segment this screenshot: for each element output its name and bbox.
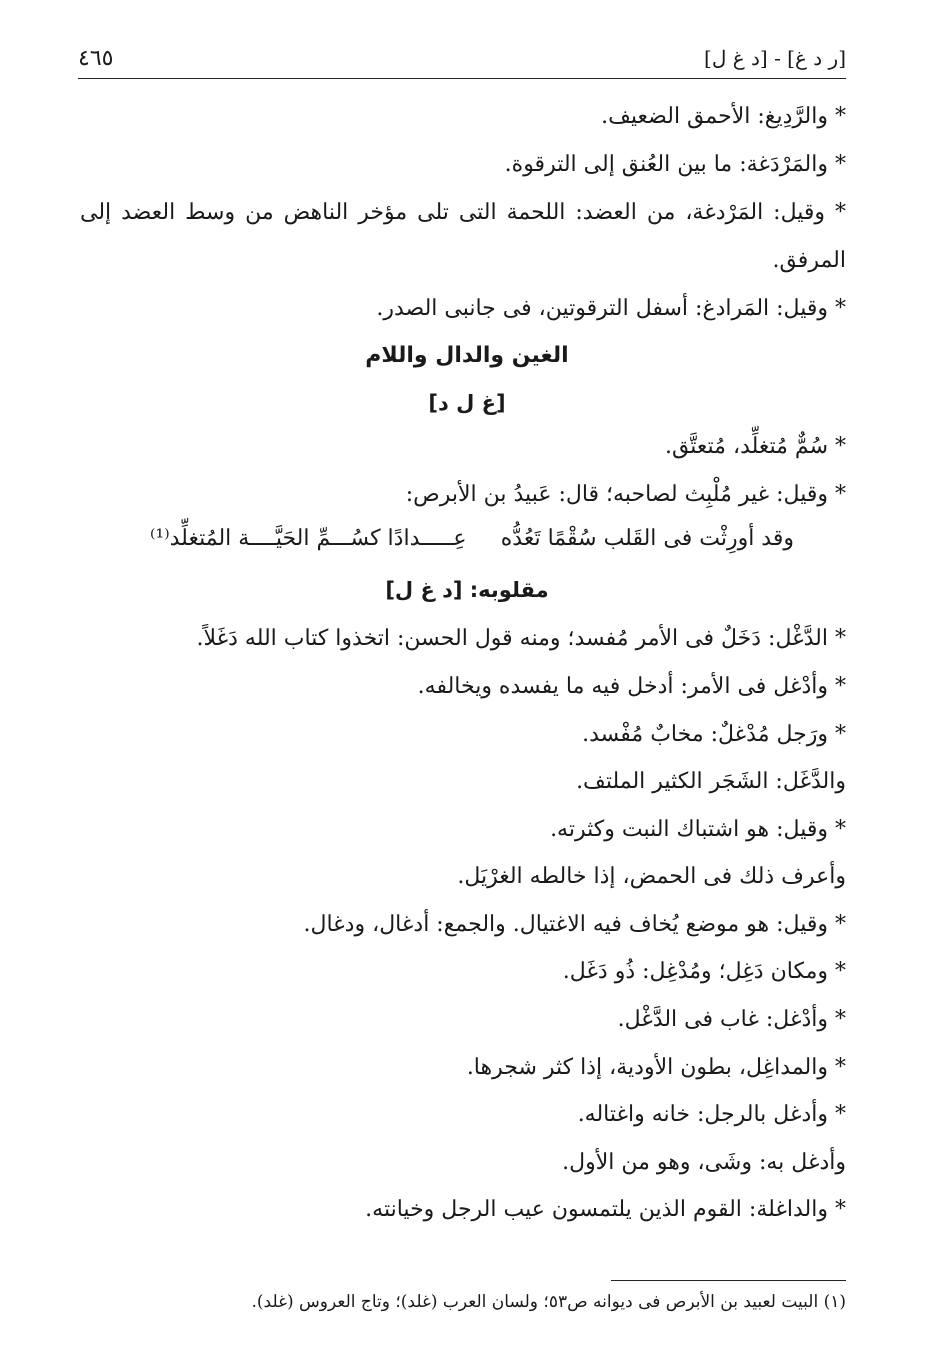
entry-line: * وأدْغل: غاب فى الدَّغْل.	[617, 1007, 846, 1032]
entry-line: * سُمٌّ مُتغلِّد، مُتعتَّق.	[664, 434, 846, 459]
entry-line: والدَّغَل: الشَجَر الكثير الملتف.	[576, 769, 846, 794]
entry-line: * وأدْغل فى الأمر: أدخل فيه ما يفسده ويخالفه.	[417, 674, 846, 699]
entry-line: * وقيل: غير مُلْبِث لصاحبه؛ قال: عَبيدُ بن الأبرص:	[405, 482, 846, 507]
footnote: (١) البيت لعبيد بن الأبرص فى ديوانه ص٥٣؛ ولسان العرب (غلد)؛ وتاج العروس (غلد).	[251, 1292, 846, 1312]
section-heading: الغين والدال واللام	[365, 343, 569, 368]
verse-first-hemistich: وقد أورِثْت فى القَلب سُقْمًا تَعُدُّه	[500, 526, 794, 551]
entry-line: * ومكان دَغِل؛ ومُدْغِل: ذُو دَغَل.	[562, 959, 846, 984]
entry-line: المرفق.	[772, 248, 846, 273]
root-heading: [غ ل د]	[428, 391, 506, 415]
footnote-divider	[611, 1280, 846, 1281]
verse-second-hemistich: عِـــــدادًا كسُـــمِّ الحَيَّــــة المُتغلِّد⁽¹⁾	[150, 526, 467, 551]
root-heading-inverted: مقلوبه: [د غ ل]	[385, 578, 549, 602]
page-header	[78, 44, 846, 79]
entry-line: * والداغلة: القوم الذين يلتمسون عيب الرجل وخيانته.	[365, 1197, 846, 1222]
page-number: ٤٦٥	[78, 46, 114, 71]
entry-line: وأعرف ذلك فى الحمض، إذا خالطه الغرْيَل.	[457, 864, 846, 889]
entry-line: * وأدغل بالرجل: خانه واغتاله.	[577, 1102, 846, 1127]
entry-line: * وقيل: هو موضع يُخاف فيه الاغتيال. والجمع: أدغال، ودغال.	[303, 912, 846, 937]
entry-line: * وقيل: المَرْدغة، من العضد: اللحمة التى تلى مؤخر الناهض من وسط العضد إلى	[80, 200, 846, 225]
entry-line: وأدغل به: وشَى، وهو من الأول.	[562, 1150, 846, 1175]
entry-line: * وقيل: المَرادغ: أسفل الترقوتين، فى جانبى الصدر.	[376, 296, 846, 321]
entry-line: * وقيل: هو اشتباك النبت وكثرته.	[550, 817, 846, 842]
entry-line: * والرَّدِيغ: الأحمق الضعيف.	[601, 104, 846, 129]
entry-line: * ورَجل مُدْغلٌ: مخابٌ مُفْسد.	[582, 722, 846, 747]
entry-line: * والمداغِل، بطون الأودية، إذا كثر شجرها.	[466, 1055, 846, 1080]
entry-line: * الدَّغْل: دَخَلٌ فى الأمر مُفسد؛ ومنه قول الحسن: اتخذوا كتاب الله دَغَلاً.	[196, 626, 846, 651]
entry-line: * والمَرْدَغة: ما بين العُنق إلى الترقوة.	[504, 152, 846, 177]
poem-verse	[150, 528, 794, 550]
running-head: [ر د غ] - [د غ ل]	[704, 46, 846, 70]
